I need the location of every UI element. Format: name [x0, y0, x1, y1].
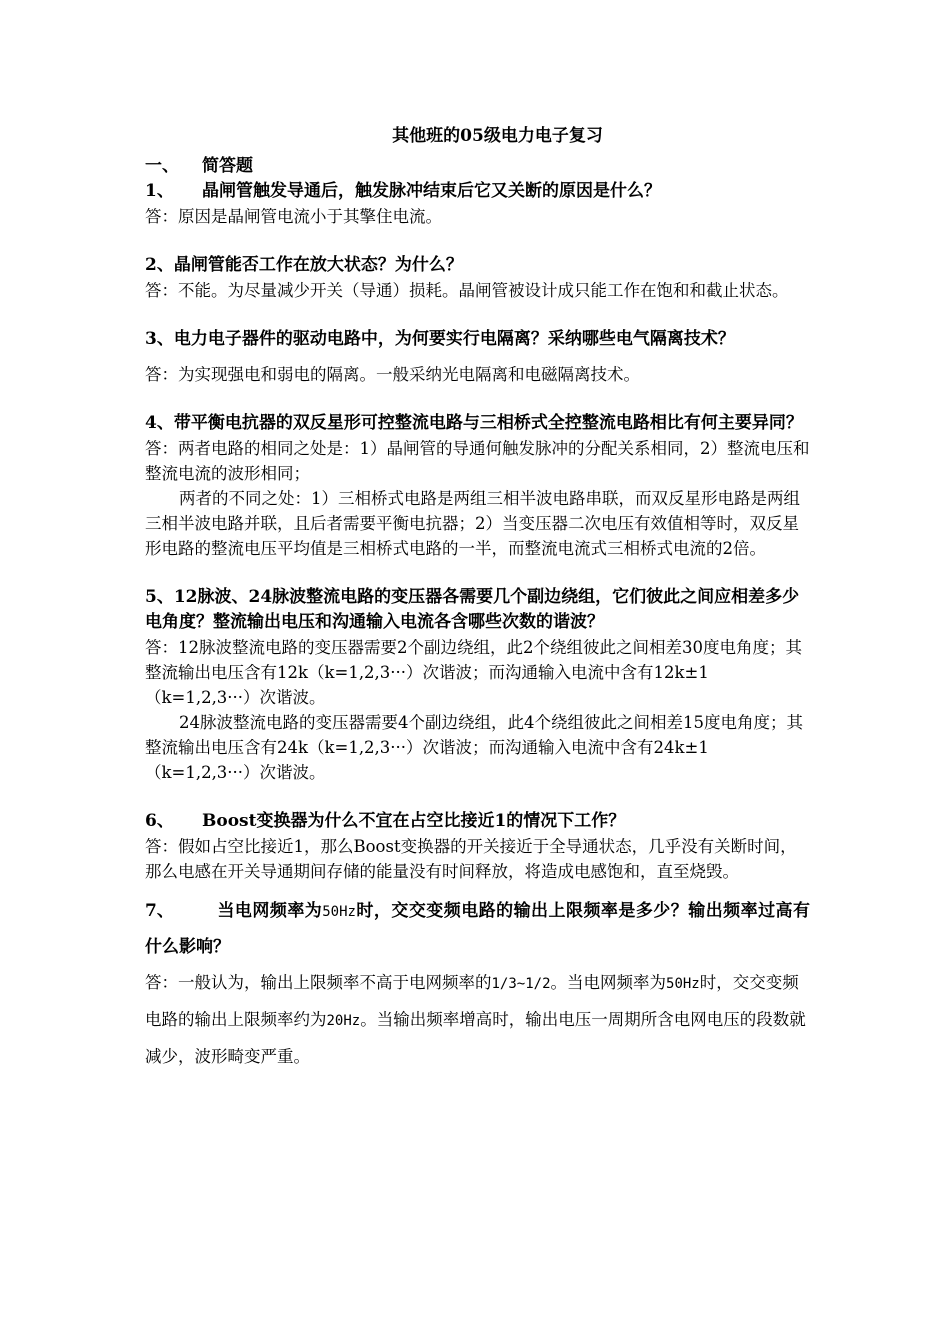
- question-1-number: 1、: [145, 181, 174, 201]
- question-7-number: 7、: [145, 901, 174, 921]
- section-heading: [145, 154, 810, 179]
- section-number: 一、: [145, 156, 179, 176]
- answer-7: 答：一般认为，输出上限频率不高于电网频率的1/3~1/2。当电网频率为50Hz时，交交变频电路的输出上限频率约为20Hz。当输出频率增高时，输出电压一周期所含电网电压的段数就减少，波形畸变严重。: [145, 973, 806, 1066]
- answer-3: 答：为实现强电和弱电的隔离。一般采纳光电隔离和电磁隔离技术。: [145, 365, 640, 384]
- question-1: [145, 179, 810, 204]
- page-title: 其他班的05级电力电子复习: [392, 126, 603, 146]
- question-2: 2、晶闸管能否工作在放大状态？为什么？: [145, 255, 463, 275]
- question-7: 7、 当电网频率为50Hz时，交交变频电路的输出上限频率是多少？输出频率过高有什么影响？: [145, 894, 810, 965]
- document-page: [145, 118, 810, 1075]
- question-6-number: 6、: [145, 811, 174, 831]
- answer-4-part-1: 答：两者电路的相同之处是：1）晶闸管的导通何触发脉冲的分配关系相同，2）整流电压和整流电流的波形相同；: [145, 439, 810, 483]
- question-6-text: Boost变换器为什么不宜在占空比接近1的情况下工作？: [202, 811, 626, 831]
- question-3: 3、电力电子器件的驱动电路中，为何要实行电隔离？采纳哪些电气隔离技术？: [145, 329, 735, 349]
- answer-4-part-2: 两者的不同之处：1）三相桥式电路是两组三相半波电路串联，而双反星形电路是两组三相半波电路并联，且后者需要平衡电抗器；2）当变压器二次电压有效值相等时，双反星形电路的整流电压平均值是三相桥式电路的一半，而整流电流式三相桥式电流的2倍。: [145, 489, 800, 558]
- answer-6: 答：假如占空比接近1，那么Boost变换器的开关接近于全导通状态，几乎没有关断时间，那么电感在开关导通期间存储的能量没有时间释放，将造成电感饱和，直至烧毁。: [145, 837, 797, 881]
- answer-2: 答：不能。为尽量减少开关（导通）损耗。晶闸管被设计成只能工作在饱和和截止状态。: [145, 281, 789, 300]
- question-5: 5、12脉波、24脉波整流电路的变压器各需要几个副边绕组，它们彼此之间应相差多少电角度？整流输出电压和沟通输入电流各含哪些次数的谐波？: [145, 587, 800, 632]
- question-4: 4、带平衡电抗器的双反星形可控整流电路与三相桥式全控整流电路相比有何主要异同？: [145, 413, 803, 433]
- answer-1: 答：原因是晶闸管电流小于其擎住电流。: [145, 207, 442, 226]
- answer-5-part-2: 24脉波整流电路的变压器需要4个副边绕组，此4个绕组彼此之间相差15度电角度；其整流输出电压含有24k（k=1,2,3···）次谐波；而沟通输入电流中含有24k±1（k=1,2,3···）次谐波。: [145, 713, 803, 782]
- question-6: [145, 809, 810, 834]
- question-1-text: 晶闸管触发导通后，触发脉冲结束后它又关断的原因是什么？: [202, 181, 661, 201]
- answer-5-part-1: 答：12脉波整流电路的变压器需要2个副边绕组，此2个绕组彼此之间相差30度电角度；其整流输出电压含有12k（k=1,2,3···）次谐波；而沟通输入电流中含有12k±1（k=1,2,3···）次谐波。: [145, 638, 802, 707]
- section-label: 简答题: [202, 156, 253, 176]
